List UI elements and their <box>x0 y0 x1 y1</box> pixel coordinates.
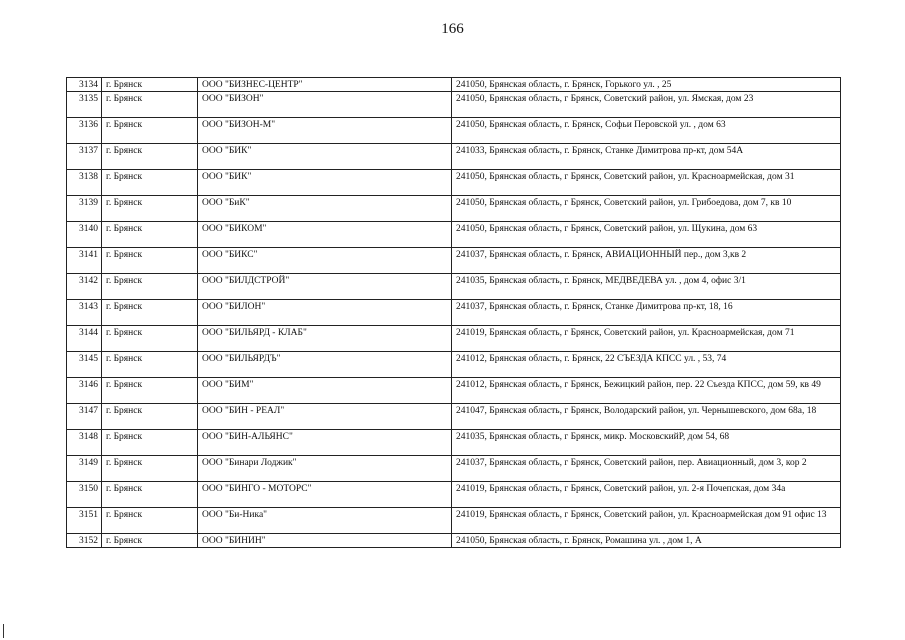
row-number: 3147 <box>67 404 102 430</box>
row-city: г. Брянск <box>102 430 198 456</box>
page-number: 166 <box>441 21 464 37</box>
row-city: г. Брянск <box>102 352 198 378</box>
registry-table-body <box>67 78 841 548</box>
table-row <box>67 352 841 378</box>
table-row <box>67 196 841 222</box>
row-address: 241019, Брянская область, г Брянск, Советский район, ул. Красноармейская дом 91 офис 13 <box>452 508 841 534</box>
row-number: 3148 <box>67 430 102 456</box>
row-city: г. Брянск <box>102 404 198 430</box>
row-number: 3146 <box>67 378 102 404</box>
row-organization: ООО "БИКОМ" <box>198 222 452 248</box>
row-organization: ООО "БИН - РЕАЛ" <box>198 404 452 430</box>
row-number: 3140 <box>67 222 102 248</box>
row-address: 241033, Брянская область, г. Брянск, Станке Димитрова пр-кт, дом 54А <box>452 144 841 170</box>
table-row <box>67 118 841 144</box>
row-number: 3151 <box>67 508 102 534</box>
row-organization: ООО "Бинари Лоджик" <box>198 456 452 482</box>
row-city: г. Брянск <box>102 326 198 352</box>
row-address: 241050, Брянская область, г. Брянск, Горького ул. , 25 <box>452 78 841 92</box>
row-city: г. Брянск <box>102 92 198 118</box>
row-address: 241037, Брянская область, г. Брянск, Станке Димитрова пр-кт, 18, 16 <box>452 300 841 326</box>
row-organization: ООО "БИК" <box>198 144 452 170</box>
row-address: 241050, Брянская область, г Брянск, Советский район, ул. Грибоедова, дом 7, кв 10 <box>452 196 841 222</box>
row-organization: ООО "БИЗОН-М" <box>198 118 452 144</box>
row-number: 3138 <box>67 170 102 196</box>
row-city: г. Брянск <box>102 196 198 222</box>
row-city: г. Брянск <box>102 248 198 274</box>
row-address: 241050, Брянская область, г Брянск, Советский район, ул. Ямская, дом 23 <box>452 92 841 118</box>
row-city: г. Брянск <box>102 274 198 300</box>
row-address: 241035, Брянская область, г. Брянск, МЕДВЕДЕВА ул. , дом 4, офис 3/1 <box>452 274 841 300</box>
row-organization: ООО "БИМ" <box>198 378 452 404</box>
row-organization: ООО "БИЛЬЯРД - КЛАБ" <box>198 326 452 352</box>
row-organization: ООО "БИНГО - МОТОРС" <box>198 482 452 508</box>
table-row <box>67 170 841 196</box>
table-row <box>67 456 841 482</box>
table-row <box>67 534 841 548</box>
row-city: г. Брянск <box>102 378 198 404</box>
table-row <box>67 404 841 430</box>
row-number: 3150 <box>67 482 102 508</box>
row-address: 241019, Брянская область, г Брянск, Советский район, ул. 2-я Почепская, дом 34а <box>452 482 841 508</box>
row-organization: ООО "БИН-АЛЬЯНС" <box>198 430 452 456</box>
row-address: 241035, Брянская область, г Брянск, микр. МосковскийР, дом 54, 68 <box>452 430 841 456</box>
table-row <box>67 144 841 170</box>
row-address: 241050, Брянская область, г Брянск, Советский район, ул. Щукина, дом 63 <box>452 222 841 248</box>
row-number: 3141 <box>67 248 102 274</box>
row-number: 3152 <box>67 534 102 548</box>
table-row <box>67 326 841 352</box>
row-organization: ООО "БИНИН" <box>198 534 452 548</box>
table-row <box>67 300 841 326</box>
row-number: 3139 <box>67 196 102 222</box>
row-organization: ООО "БИКС" <box>198 248 452 274</box>
row-organization: ООО "БИЛЬЯРДЪ" <box>198 352 452 378</box>
row-organization: ООО "БИК" <box>198 170 452 196</box>
row-city: г. Брянск <box>102 78 198 92</box>
row-number: 3135 <box>67 92 102 118</box>
row-number: 3142 <box>67 274 102 300</box>
table-row <box>67 482 841 508</box>
table-row <box>67 378 841 404</box>
row-city: г. Брянск <box>102 482 198 508</box>
row-organization: ООО "БиК" <box>198 196 452 222</box>
registry-table <box>66 77 841 548</box>
row-organization: ООО "БИЛОН" <box>198 300 452 326</box>
row-address: 241047, Брянская область, г Брянск, Володарский район, ул. Чернышевского, дом 68а, 18 <box>452 404 841 430</box>
row-address: 241050, Брянская область, г. Брянск, Ромашина ул. , дом 1, А <box>452 534 841 548</box>
table-row <box>67 508 841 534</box>
row-number: 3134 <box>67 78 102 92</box>
table-row <box>67 430 841 456</box>
row-organization: ООО "Би-Ника" <box>198 508 452 534</box>
row-address: 241050, Брянская область, г Брянск, Советский район, ул. Красноармейская, дом 31 <box>452 170 841 196</box>
row-address: 241012, Брянская область, г. Брянск, 22 СЪЕЗДА КПСС ул. , 53, 74 <box>452 352 841 378</box>
row-number: 3143 <box>67 300 102 326</box>
row-city: г. Брянск <box>102 456 198 482</box>
row-number: 3136 <box>67 118 102 144</box>
row-address: 241037, Брянская область, г Брянск, Советский район, пер. Авиационный, дом 3, кор 2 <box>452 456 841 482</box>
table-row <box>67 248 841 274</box>
row-address: 241037, Брянская область, г. Брянск, АВИАЦИОННЫЙ пер., дом 3,кв 2 <box>452 248 841 274</box>
table-row <box>67 274 841 300</box>
row-organization: ООО "БИЗНЕС-ЦЕНТР" <box>198 78 452 92</box>
scan-edge-mark <box>3 624 4 638</box>
row-city: г. Брянск <box>102 300 198 326</box>
table-row <box>67 92 841 118</box>
row-number: 3144 <box>67 326 102 352</box>
row-number: 3149 <box>67 456 102 482</box>
table-row <box>67 222 841 248</box>
row-number: 3137 <box>67 144 102 170</box>
row-city: г. Брянск <box>102 118 198 144</box>
row-city: г. Брянск <box>102 508 198 534</box>
row-address: 241019, Брянская область, г Брянск, Советский район, ул. Красноармейская, дом 71 <box>452 326 841 352</box>
row-organization: ООО "БИЗОН" <box>198 92 452 118</box>
table-row <box>67 78 841 92</box>
row-city: г. Брянск <box>102 534 198 548</box>
row-number: 3145 <box>67 352 102 378</box>
row-address: 241012, Брянская область, г Брянск, Бежицкий район, пер. 22 Съезда КПСС, дом 59, кв 49 <box>452 378 841 404</box>
row-city: г. Брянск <box>102 170 198 196</box>
row-organization: ООО "БИЛДСТРОЙ" <box>198 274 452 300</box>
row-city: г. Брянск <box>102 144 198 170</box>
row-address: 241050, Брянская область, г. Брянск, Софьи Перовской ул. , дом 63 <box>452 118 841 144</box>
row-city: г. Брянск <box>102 222 198 248</box>
